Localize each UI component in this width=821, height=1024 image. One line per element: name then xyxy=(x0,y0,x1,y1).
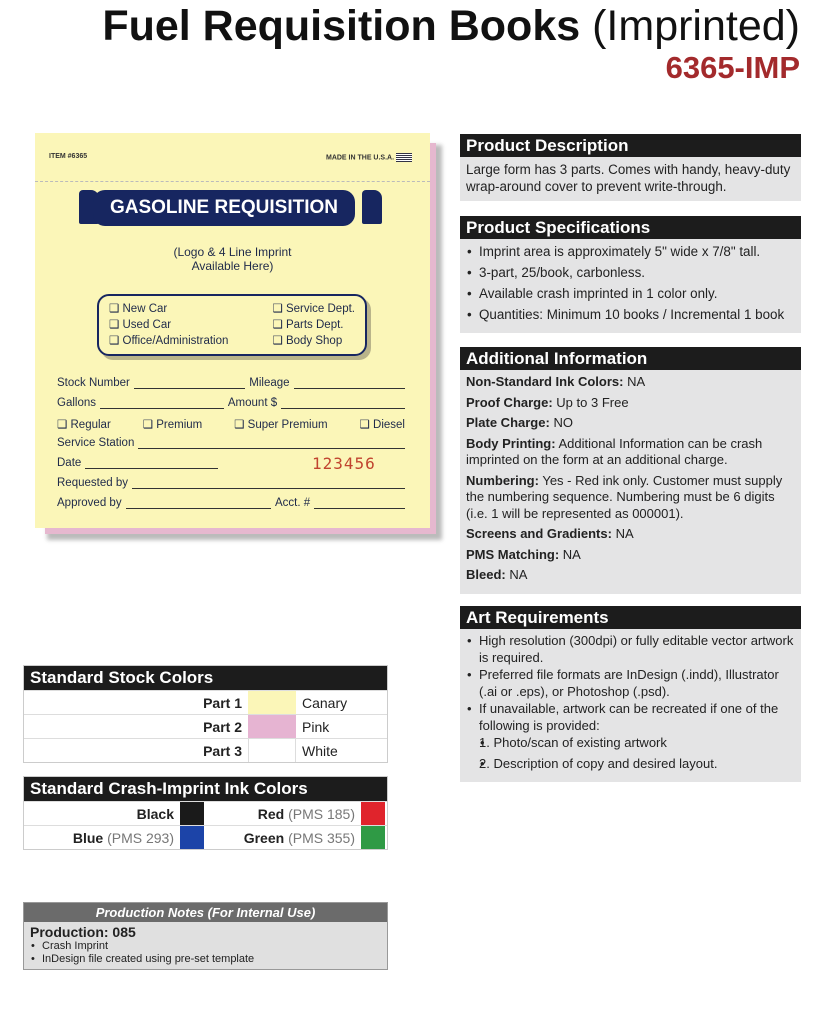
table-row: Part 3 White xyxy=(24,738,387,762)
form-line xyxy=(57,437,405,449)
section-heading: Product Specifications xyxy=(460,216,801,239)
info-item: Plate Charge: NO xyxy=(466,415,573,430)
imprint-line: (Logo & 4 Line Imprint xyxy=(173,245,292,259)
product-description xyxy=(460,134,801,201)
section-heading: Product Description xyxy=(460,134,801,157)
art-requirements xyxy=(460,606,801,782)
form-line xyxy=(57,477,405,489)
table-heading: Standard Crash-Imprint Ink Colors xyxy=(24,777,387,801)
check-item: ❑ Regular xyxy=(57,419,111,431)
item-number: ITEM #6365 xyxy=(49,153,88,160)
product-image-form xyxy=(35,133,430,528)
check-item: ❑ Super Premium xyxy=(234,419,328,431)
field-label: Approved by xyxy=(57,497,122,509)
info-item: PMS Matching: NA xyxy=(466,546,581,562)
check-item: ❑ Service Dept. xyxy=(272,303,355,315)
info-item: Body Printing: Additional Information can be crash imprinted on the form at an additional charge. xyxy=(466,435,763,467)
made-in-usa xyxy=(326,153,412,162)
info-item: Non-Standard Ink Colors: NA xyxy=(466,374,646,389)
made-label: MADE IN THE U.S.A. xyxy=(325,154,395,162)
form-line xyxy=(57,377,405,389)
field-label: Gallons xyxy=(57,397,96,409)
spec-item: • Imprint area is approximately 5" wide x 7/8" tall. xyxy=(466,243,795,260)
stock-colors-table xyxy=(23,665,388,763)
table-row: Blue (PMS 293) Green (PMS 355) xyxy=(24,825,387,849)
art-item: • High resolution (300dpi) or fully editable vector artwork is required. xyxy=(466,633,795,666)
field-label: Stock Number xyxy=(57,377,130,389)
field-label: Requested by xyxy=(57,477,128,489)
art-subitem: • 1. Photo/scan of existing artwork xyxy=(479,735,795,752)
art-subitem: • 2. Description of copy and desired layout. xyxy=(479,756,795,773)
table-heading: Standard Stock Colors xyxy=(24,666,387,690)
flag-icon xyxy=(396,153,412,162)
check-item: ❑ Body Shop xyxy=(272,335,343,347)
form-line xyxy=(57,457,218,469)
field-label: Mileage xyxy=(249,377,290,389)
title-suffix: (Imprinted) xyxy=(592,2,800,50)
check-item: ❑ Used Car xyxy=(109,319,172,331)
info-item: Proof Charge: Up to 3 Free xyxy=(466,394,629,410)
field-label: Acct. # xyxy=(274,497,311,509)
department-checkboxes xyxy=(97,294,367,356)
form-line xyxy=(57,497,405,509)
field-label: Amount $ xyxy=(227,397,278,409)
table-row: Part 1 Canary xyxy=(24,690,387,714)
fuel-options xyxy=(57,417,405,431)
table-row: Part 2 Pink xyxy=(24,714,387,738)
field-label: Service Station xyxy=(57,437,135,449)
spec-item: • Quantities: Minimum 10 books / Incremental 1 book xyxy=(466,306,795,323)
check-item: ❑ New Car xyxy=(109,303,168,315)
color-swatch xyxy=(180,802,204,825)
note-item: • Crash Imprint xyxy=(30,940,381,953)
section-heading: Additional Information xyxy=(460,347,801,370)
section-heading: Art Requirements xyxy=(460,606,801,629)
color-swatch xyxy=(361,802,385,825)
form-banner: GASOLINE REQUISITION xyxy=(93,190,355,226)
form-line xyxy=(57,397,405,409)
imprint-area xyxy=(35,245,430,273)
product-sku: 6365-IMP xyxy=(665,50,800,85)
check-item: ❑ Diesel xyxy=(359,419,405,431)
color-swatch xyxy=(248,691,296,714)
product-specifications xyxy=(460,216,801,333)
production-notes xyxy=(23,902,388,970)
info-item: Bleed: NA xyxy=(466,567,528,582)
ink-colors-table xyxy=(23,776,388,850)
sequence-number: 123456 xyxy=(312,454,376,473)
spec-item: • Available crash imprinted in 1 color only. xyxy=(466,285,795,302)
color-swatch xyxy=(180,826,204,849)
color-swatch xyxy=(248,715,296,738)
color-swatch xyxy=(248,739,296,762)
imprint-line: Available Here) xyxy=(191,259,274,273)
info-item: Numbering: Yes - Red ink only. Customer must supply the numbering sequence. Numbering must be 6 digits (i.e. 1 will be represented as 000001). xyxy=(466,472,783,521)
note-item: • InDesign file created using pre-set template xyxy=(30,953,381,966)
gas-pump-icon xyxy=(362,190,382,224)
check-item: ❑ Office/Administration xyxy=(109,335,229,347)
description-text: Large form has 3 parts. Comes with handy, heavy-duty wrap-around cover to prevent write-through. xyxy=(466,162,791,194)
art-item: • If unavailable, artwork can be recreated if one of the following is provided: xyxy=(466,701,795,734)
additional-information xyxy=(460,347,801,594)
table-row: Black Red (PMS 185) xyxy=(24,801,387,825)
spec-item: • 3-part, 25/book, carbonless. xyxy=(466,264,795,281)
info-item: Screens and Gradients: NA xyxy=(466,526,634,541)
field-label: Date xyxy=(57,457,82,469)
check-item: ❑ Parts Dept. xyxy=(272,319,344,331)
check-item: ❑ Premium xyxy=(142,419,203,431)
page-title xyxy=(102,2,800,51)
color-swatch xyxy=(361,826,385,849)
notes-heading: Production Notes (For Internal Use) xyxy=(24,903,387,922)
perforation xyxy=(35,181,430,182)
art-item: • Preferred file formats are InDesign (.indd), Illustrator (.ai or .eps), or Photoshop (.psd). xyxy=(466,667,795,700)
production-number: Production: 085 xyxy=(30,924,136,940)
title-bold: Fuel Requisition Books xyxy=(102,2,581,50)
